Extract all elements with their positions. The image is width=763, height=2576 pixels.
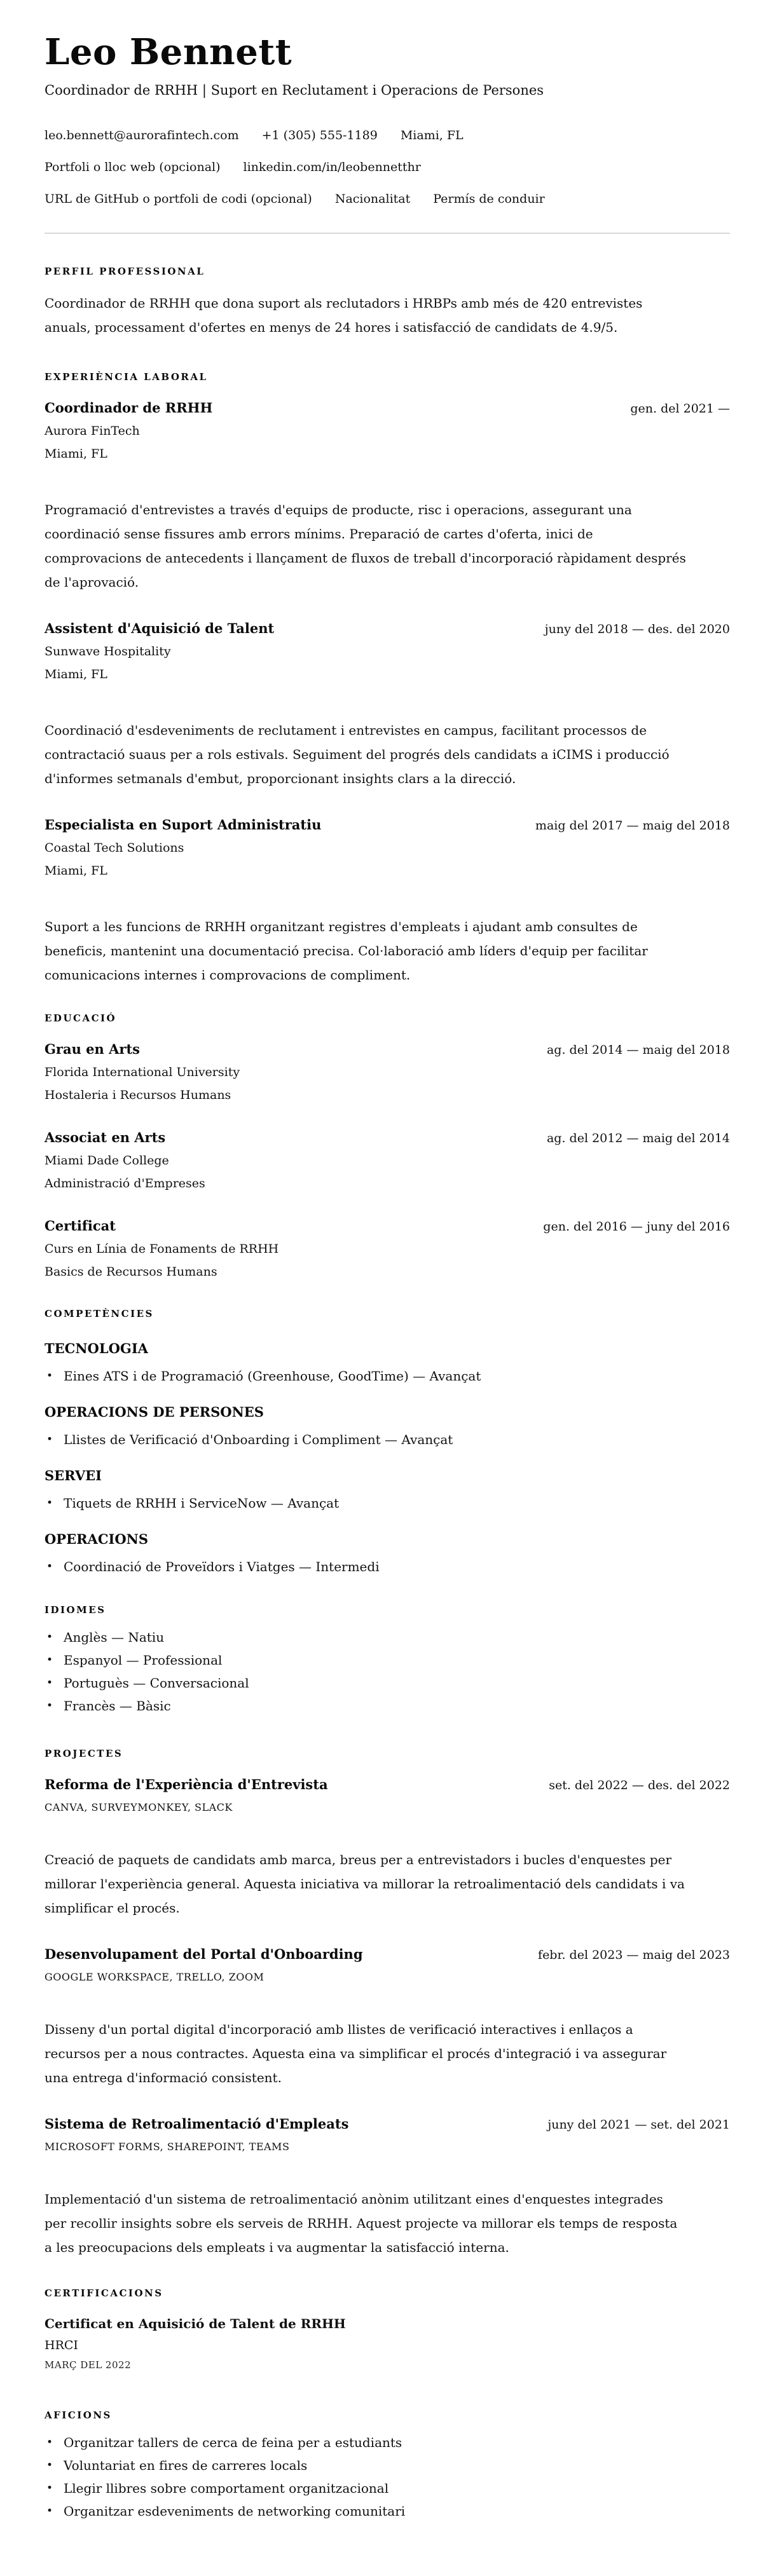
job-dates: juny del 2018 — des. del 2020: [544, 622, 730, 636]
education-school: Curs en Línia de Fonaments de RRHH: [45, 1242, 279, 1256]
job-dates: maig del 2017 — maig del 2018: [535, 819, 730, 833]
project-header: [45, 2115, 730, 2134]
skill-item: • Coordinació de Proveïdors i Viatges — Intermedi: [45, 1557, 730, 1576]
hobby-list: [45, 2431, 730, 2523]
contact-linkedin: linkedin.com/in/leobennetthr: [243, 160, 421, 174]
skill-group: [45, 1403, 730, 1449]
skill-group: [45, 1467, 730, 1513]
contact-driving-license-placeholder: Permís de conduir: [433, 192, 545, 206]
language-item: • Espanyol — Professional: [45, 1649, 730, 1672]
education-school: Florida International University: [45, 1065, 240, 1079]
job-company: Coastal Tech Solutions: [45, 841, 184, 855]
hobby-item: • Llegir llibres sobre comportament organitzacional: [45, 2477, 730, 2500]
project-description: Implementació d'un sistema de retroalimentació anònim utilitzant eines d'enquestes integrades per recollir insights sobre els serveis de RRHH. Aquest projecte va millorar els temps de resposta a les preocupacions dels empleats i va augmentar la satisfacció interna.: [45, 2191, 678, 2255]
project-entry: [45, 1946, 730, 2090]
header-divider: [45, 233, 730, 234]
certification-date: MARÇ DEL 2022: [45, 2359, 132, 2371]
job-header: [45, 399, 730, 418]
education-degree: Associat en Arts: [45, 1129, 166, 1145]
contact-location: Miami, FL: [400, 128, 464, 142]
skill-list: [45, 1494, 730, 1513]
project-tools: MICROSOFT FORMS, SHAREPOINT, TEAMS: [45, 2141, 290, 2153]
contact-portfolio-placeholder: Portfoli o lloc web (opcional): [45, 160, 221, 174]
job-description: Suport a les funcions de RRHH organitzant registres d'empleats i ajudant amb consultes de beneficis, mantenint una documentació precisa. Col·laboració amb líders d'equip per facilitar comunicacions internes i comprovacions de compliment.: [45, 919, 648, 983]
project-header: [45, 1946, 730, 1964]
skill-group: [45, 1340, 730, 1386]
language-item: • Anglès — Natiu: [45, 1626, 730, 1649]
education-field: Hostaleria i Recursos Humans: [45, 1088, 231, 1102]
section-heading-profile: PERFIL PROFESSIONAL: [45, 266, 205, 277]
contact-row-2: [45, 159, 730, 175]
section-heading-experience: EXPERIÈNCIA LABORAL: [45, 371, 208, 383]
job-title: Coordinador de RRHH: [45, 400, 213, 416]
section-heading-languages: IDIOMES: [45, 1604, 106, 1616]
skill-category: TECNOLOGIA: [45, 1340, 148, 1356]
hobby-item: • Voluntariat en fires de carreres locals: [45, 2454, 730, 2477]
section-heading-education: EDUCACIÓ: [45, 1012, 117, 1024]
education-school: Miami Dade College: [45, 1154, 169, 1168]
job-company: Aurora FinTech: [45, 424, 140, 438]
project-tools: CANVA, SURVEYMONKEY, SLACK: [45, 1801, 233, 1813]
job-entry: [45, 620, 730, 791]
project-title: Sistema de Retroalimentació d'Empleats: [45, 2116, 349, 2132]
contact-nationality-placeholder: Nacionalitat: [334, 192, 411, 206]
contact-email: leo.bennett@aurorafintech.com: [45, 128, 239, 142]
education-degree: Certificat: [45, 1218, 116, 1234]
profile-summary: Coordinador de RRHH que dona suport als reclutadors i HRBPs amb més de 420 entrevistes anuals, processament d'ofertes en menys de 24 hores i satisfacció de candidats de 4.9/5.: [45, 296, 643, 335]
job-location: Miami, FL: [45, 864, 107, 878]
job-description: Coordinació d'esdeveniments de reclutament i entrevistes en campus, facilitant processos de contractació suaus per a rols estivals. Seguiment del progrés dels candidats a iCIMS i producció d'informes setmanals d'embut, proporcionant insights clars a la direcció.: [45, 723, 670, 786]
hobby-item: • Organitzar tallers de cerca de feina per a estudiants: [45, 2431, 730, 2454]
education-field: Administració d'Empreses: [45, 1176, 205, 1190]
contact-row-1: [45, 127, 730, 144]
project-entry: [45, 1776, 730, 1920]
language-item: • Portuguès — Conversacional: [45, 1672, 730, 1694]
contact-github-placeholder: URL de GitHub o portfoli de codi (opcional): [45, 192, 312, 206]
project-title: Desenvolupament del Portal d'Onboarding: [45, 1946, 363, 1962]
skill-list: [45, 1557, 730, 1576]
project-tools: GOOGLE WORKSPACE, TRELLO, ZOOM: [45, 1971, 265, 1983]
job-location: Miami, FL: [45, 667, 107, 681]
skill-category: SERVEI: [45, 1468, 102, 1483]
skill-category: OPERACIONS: [45, 1531, 149, 1547]
project-description: Creació de paquets de candidats amb marca, breus per a entrevistadors i bucles d'enquestes per millorar l'experiència general. Aquesta iniciativa va millorar la retroalimentació dels candidats i va simplificar el procés.: [45, 1852, 685, 1916]
job-entry: [45, 399, 730, 594]
person-job-title: Coordinador de RRHH | Suport en Reclutament i Operacions de Persones: [45, 83, 544, 98]
skill-category: OPERACIONS DE PERSONES: [45, 1404, 264, 1420]
job-title: Assistent d'Aquisició de Talent: [45, 620, 275, 636]
section-heading-hobbies: AFICIONS: [45, 2409, 112, 2421]
education-entry: [45, 1217, 730, 1280]
education-dates: gen. del 2016 — juny del 2016: [543, 1220, 730, 1234]
job-company: Sunwave Hospitality: [45, 644, 171, 658]
hobby-item: • Organitzar esdeveniments de networking comunitari: [45, 2500, 730, 2523]
contact-row-3: [45, 191, 730, 207]
project-title: Reforma de l'Experiència d'Entrevista: [45, 1776, 328, 1792]
education-header: [45, 1129, 730, 1147]
person-name: Leo Bennett: [45, 31, 292, 73]
job-header: [45, 620, 730, 638]
section-heading-certifications: CERTIFICACIONS: [45, 2287, 163, 2299]
project-dates: set. del 2022 — des. del 2022: [549, 1778, 730, 1792]
certification-name: Certificat en Aquisició de Talent de RRHH: [45, 2316, 346, 2331]
language-item: • Francès — Bàsic: [45, 1694, 730, 1717]
skill-item: • Llistes de Verificació d'Onboarding i Compliment — Avançat: [45, 1430, 730, 1449]
job-header: [45, 816, 730, 835]
skill-item: • Eines ATS i de Programació (Greenhouse, GoodTime) — Avançat: [45, 1366, 730, 1386]
job-description: Programació d'entrevistes a través d'equips de producte, risc i operacions, assegurant una coordinació sense fissures amb errors mínims. Preparació de cartes d'oferta, inici de comprovacions de antecedents i llançament de fluxos de treball d'incorporació ràpidament després de l'aprovació.: [45, 502, 686, 590]
education-header: [45, 1040, 730, 1059]
contact-phone: +1 (305) 555-1189: [261, 128, 378, 142]
certification-issuer: HRCI: [45, 2338, 78, 2352]
education-dates: ag. del 2012 — maig del 2014: [546, 1131, 730, 1145]
job-location: Miami, FL: [45, 447, 107, 461]
education-entry: [45, 1129, 730, 1192]
section-heading-projects: PROJECTES: [45, 1748, 123, 1759]
job-title: Especialista en Suport Administratiu: [45, 817, 322, 833]
project-description: Disseny d'un portal digital d'incorporació amb llistes de verificació interactives i enllaços a recursos per a nous contractes. Aquesta eina va simplificar el procés d'integració i va assegurar una entrega d'informació consistent.: [45, 2022, 667, 2085]
education-dates: ag. del 2014 — maig del 2018: [546, 1043, 730, 1057]
project-header: [45, 1776, 730, 1794]
education-field: Basics de Recursos Humans: [45, 1265, 217, 1279]
project-dates: juny del 2021 — set. del 2021: [547, 2118, 730, 2132]
skill-group: [45, 1530, 730, 1576]
job-dates: gen. del 2021 —: [630, 402, 730, 416]
section-heading-skills: COMPETÈNCIES: [45, 1308, 154, 1319]
job-entry: [45, 816, 730, 987]
project-dates: febr. del 2023 — maig del 2023: [538, 1948, 730, 1962]
education-degree: Grau en Arts: [45, 1041, 141, 1057]
project-entry: [45, 2115, 730, 2259]
certification-entry: [45, 2315, 730, 2371]
skill-list: [45, 1430, 730, 1449]
language-list: [45, 1626, 730, 1717]
skill-item: • Tiquets de RRHH i ServiceNow — Avançat: [45, 1494, 730, 1513]
education-header: [45, 1217, 730, 1236]
skill-list: [45, 1366, 730, 1386]
education-entry: [45, 1040, 730, 1103]
